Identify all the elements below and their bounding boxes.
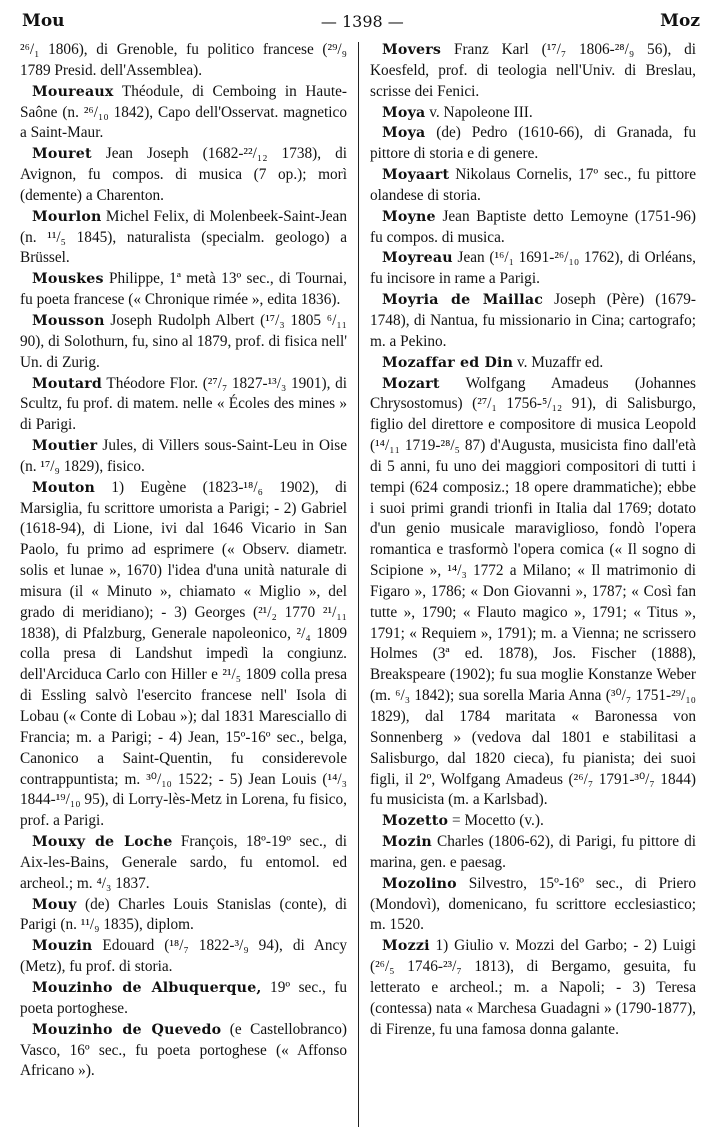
entry-text: v. Muzaffr ed. — [513, 353, 604, 371]
entry-headword: Mouton — [32, 479, 96, 496]
entry-text: Michel Felix, di Molenbeek-Saint-Jean (n. ¹¹/₅ 1845), naturalista (specialm. geologo) a Brüssel. — [20, 207, 347, 267]
dictionary-entry — [370, 811, 696, 832]
entry-text: = Mocetto (v.). — [448, 812, 544, 830]
entry-headword: Mozetto — [382, 813, 449, 830]
entry-headword: Mouzinho de Albuquerque, — [32, 979, 262, 996]
entry-text: Edouard (¹⁸/₇ 1822-³/₉ 94), di Ancy (Metz), fu prof. di storia. — [20, 937, 347, 976]
entry-text: Jules, di Villers sous-Saint-Leu in Oise (n. ¹⁷/₉ 1829), fisico. — [20, 437, 347, 475]
dictionary-entry — [20, 82, 347, 145]
entry-headword: Moutier — [32, 438, 98, 455]
entry-headword: Moyreau — [382, 250, 453, 267]
entry-headword: Moureaux — [32, 83, 114, 100]
entry-text: Silvestro, 15º-16º sec., di Priero (Mondovì), domenicano, fu scrittore ecclesiastico; m. 1520. — [370, 874, 696, 934]
entry-headword: Mozzi — [382, 938, 430, 955]
dictionary-entry — [20, 832, 347, 895]
entry-text: Théodore Flor. (²⁷/₇ 1827-¹³/₃ 1901), di Scultz, fu prof. di matem. nelle « Écoles des mines » di Parigi. — [20, 374, 347, 434]
header-right-guide-word: Moz — [660, 11, 700, 31]
entry-text: 1) Giulio v. Mozzi del Garbo; - 2) Luigi (²⁶/₅ 1746-²³/₇ 1813), di Bergamo, gesuita, fu letterato e archeol.; m. a Napoli; - 3) Teresa (contessa) nata « Marchesa Guadagni » (1790-1877), di Firenze, fu una famosa donna galante. — [370, 937, 696, 1038]
entry-headword: Mozin — [382, 834, 432, 851]
dictionary-entry — [370, 165, 696, 207]
entry-text: François, 18º-19º sec., di Aix-les-Bains, Generale sardo, fu entomol. ed archeol.; m. ⁴/₃ 1837. — [20, 833, 347, 892]
dictionary-entry — [20, 436, 347, 478]
dictionary-entry — [370, 874, 696, 937]
entry-text: Philippe, 1ª metà 13º sec., di Tournai, fu poeta francese (« Chronique rimée », edita 1836). — [20, 270, 347, 309]
dictionary-entry — [20, 374, 347, 437]
entry-text: Nikolaus Cornelis, 17º sec., fu pittore olandese di storia. — [370, 166, 696, 204]
entry-headword: Moyria de Maillac — [382, 292, 544, 309]
entry-text: (de) Pedro (1610-66), di Granada, fu pittore di storia e di genere. — [370, 124, 696, 163]
dictionary-entry — [370, 40, 696, 103]
entry-headword: Mousson — [32, 312, 105, 329]
entry-headword: Mozart — [382, 375, 440, 392]
dictionary-entry — [370, 123, 696, 165]
dictionary-entry — [20, 144, 347, 207]
entry-text: Joseph Rudolph Albert (¹⁷/₃ 1805 ⁶/₁₁ 90), di Solothurn, fu, sino al 1879, prof. di fisica nell' Un. di Zurig. — [20, 311, 347, 371]
entry-text: (de) Charles Louis Stanislas (conte), di Parigi (n. ¹¹/₉ 1835), diplom. — [20, 895, 347, 934]
dictionary-entry — [370, 103, 696, 124]
dictionary-entry — [370, 290, 696, 353]
dictionary-entry — [20, 478, 347, 832]
entry-headword: Mouxy de Loche — [32, 834, 173, 851]
dictionary-entry — [20, 40, 347, 82]
entry-headword: Mourlon — [32, 208, 102, 225]
entry-text: Charles (1806-62), di Parigi, fu pittore di marina, gen. e paesag. — [370, 833, 696, 871]
dictionary-entry — [20, 1020, 347, 1083]
left-column — [20, 40, 347, 1082]
entry-text: v. Napoleone III. — [425, 103, 533, 121]
header-left-guide-word: Mou — [22, 11, 65, 31]
dictionary-entry — [20, 978, 347, 1020]
entry-headword: Mouzinho de Quevedo — [32, 1021, 222, 1038]
entry-headword: Movers — [382, 42, 442, 58]
running-header — [22, 8, 700, 34]
entry-text: (e Castellobranco) Vasco, 16º sec., fu poeta portoghese (« Affonso Africano »). — [20, 1020, 347, 1080]
entry-headword: Mozaffar ed Din — [382, 354, 514, 371]
entry-headword: Moutard — [32, 375, 103, 392]
dictionary-entry — [370, 936, 696, 1040]
entry-headword: Moya — [382, 125, 426, 142]
dictionary-entry — [20, 311, 347, 374]
dictionary-entry — [20, 207, 347, 270]
entry-headword: Mouret — [32, 146, 92, 163]
dictionary-entry — [370, 207, 696, 249]
dictionary-entry — [20, 936, 347, 978]
entry-text: Jean Joseph (1682-²²/₁₂ 1738), di Avignon, fu compos. di musica (7 op.); morì (demente) a Charenton. — [20, 145, 347, 204]
entry-text: Théodule, di Cemboing in Haute-Saône (n. ²⁶/₁₀ 1842), Capo dell'Osservat. magnetico a Saint-Maur. — [20, 82, 347, 142]
dictionary-entry — [370, 832, 696, 874]
entry-text: Jean (¹⁶/₁ 1691-²⁶/₁₀ 1762), di Orléans, fu incisore in rame a Parigi. — [370, 249, 696, 288]
dictionary-entry — [20, 895, 347, 937]
page-number: — 1398 — — [320, 11, 404, 31]
entry-headword: Mouy — [32, 896, 77, 913]
entry-headword: Moyaart — [382, 167, 450, 184]
column-divider — [358, 42, 359, 1127]
entry-headword: Mouskes — [32, 271, 104, 288]
dictionary-entry — [370, 374, 696, 812]
right-column — [370, 40, 696, 1041]
entry-text: 1) Eugène (1823-¹⁸/₆ 1902), di Marsiglia, fu scrittore umorista a Parigi; - 2) Gabriel (1618-94), di Lione, ivi dal 1646 Vicario in San Paolo, fu primo ad esprimere (« Observ. diametr. solis et lunae », 1670) l'idea d'una unità naturale di misura (il « Minuto », chiamato « Miglio », del grado di meridiano); - 3) Georges (²¹/₂ 1770 ²¹/₁₁ 1838), di Pfalzburg, Generale napoleonico, ²/₄ 1809 colla presa di Landshut impedì la congiunz. dell'Arciduca Carlo con Hiller e ²¹/₅ 1809 colla presa di Essling salvò l'esercito francese nell' Isola di Lobau (« Conte di Lobau »); dal 1831 Maresciallo di Francia; m. a Parigi; - 4) Jean, 15º-16º sec., belga, Canonico a Saint-Quentin, fu considerevole contrappuntista; m. ³⁰/₁₀ 1522; - 5) Jean Louis (¹⁴/₃ 1844-¹⁹/₁₀ 95), di Lorry-lès-Metz in Lorena, fu fisico, prof. a Parigi. — [20, 478, 347, 830]
dictionary-entry — [370, 353, 696, 374]
entry-headword: Mouzin — [32, 938, 93, 955]
entry-headword: Moyne — [382, 208, 436, 225]
entry-text: Wolfgang Amadeus (Johannes Chrysostomus) (²⁷/₁ 1756-⁵/₁₂ 91), di Salisburgo, figlio del direttore e compositore di musica Leopold (¹⁴/₁₁ 1719-²⁸/₅ 87) d'Augusta, musicista fino dall'età di 5 anni, fu uno dei maggiori compositori di tutti i tempi (624 composiz.; 18 opere drammatiche); ebbe i suoi primi grandi trionfi in Italia dal 1769; dotato d'un genio musicale maraviglioso, fondò l'opera romantica e trasformò l'opera comica (« Il sogno di Scipione », ¹⁴/₃ 1772 a Milano; « Il matrimonio di Figaro », 1786; « Don Giovanni », 1787; « Così fan tutte », 1790; « Flauto magico », 1791; « Titus », 1791; « Requiem », 1791); m. a Vienna; ne scrissero Holmes (3ª ed. 1878), Jos. Fischer (1888), Breakspeare (1902); fu sua moglie Konstanze Weber (m. ⁶/₃ 1842); sua sorella Maria Anna (³⁰/₇ 1751-²⁹/₁₀ 1829), dal 1784 maritata « Baronessa von Sonnenberg » (vedova dal 1801 e stabilitasi a Salisburgo, dal 1820 cieca), fu pianista; dei suoi figli, il 2º, Wolfgang Amadeus (²⁶/₇ 1791-³⁰/₇ 1844) fu musicista (m. a Karlsbad). — [370, 374, 696, 809]
entry-headword: Mozolino — [382, 875, 457, 892]
entry-text: Joseph (Père) (1679-1748), di Nantua, fu missionario in Cina; cartografo; m. a Pekino. — [370, 291, 697, 350]
entry-text: Jean Baptiste detto Lemoyne (1751-96) fu compos. di musica. — [370, 207, 696, 246]
entry-headword: Moya — [382, 104, 426, 121]
dictionary-entry — [370, 248, 696, 290]
entry-text: ²⁶/₁ 1806), di Grenoble, fu politico francese (²⁹/₉ 1789 Presid. dell'Assemblea). — [20, 41, 347, 79]
entry-text: 19º sec., fu poeta portoghese. — [20, 978, 348, 1017]
dictionary-entry — [20, 269, 347, 311]
entry-text: Franz Karl (¹⁷/₇ 1806-²⁸/₉ 56), di Koesfeld, prof. di teologia nell'Univ. di Breslau, scrisse dei Fenici. — [370, 41, 696, 100]
